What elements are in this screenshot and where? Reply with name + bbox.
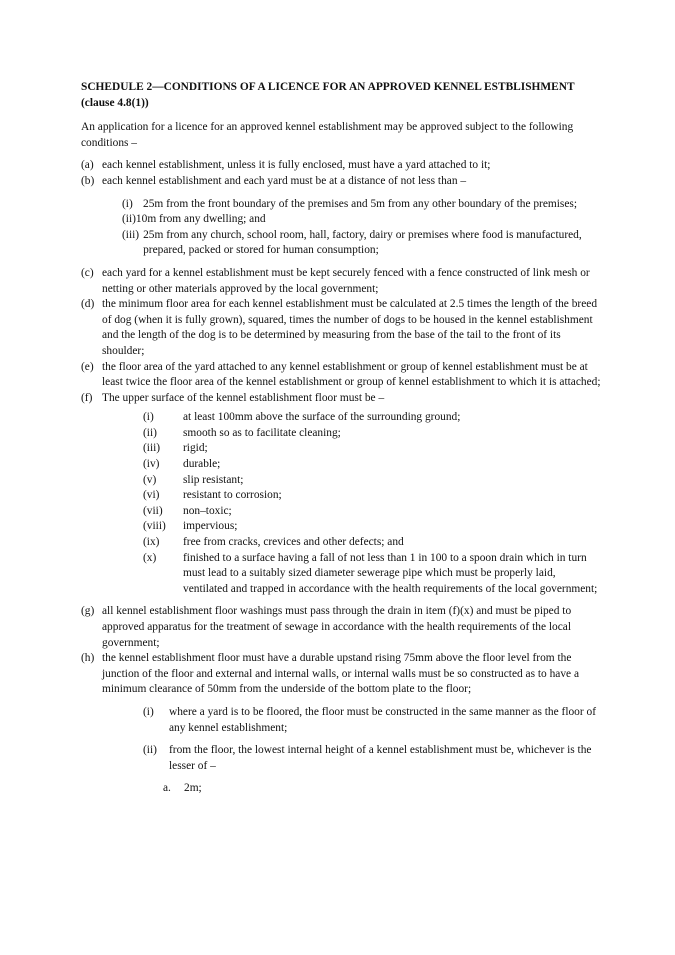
- item-text: 2m;: [184, 782, 202, 795]
- list-item: [143, 551, 601, 598]
- item-marker: (ii): [143, 744, 157, 757]
- item-marker: (vii): [143, 504, 163, 517]
- condition-b: [81, 174, 601, 190]
- condition-marker: (e): [81, 360, 94, 373]
- condition-marker: (h): [81, 652, 95, 665]
- list-item: [163, 781, 601, 797]
- item-text: from the floor, the lowest internal height of a kennel establishment must be, whichever is the lesser of –: [169, 744, 592, 772]
- list-item: [143, 488, 601, 504]
- document-page: [81, 80, 601, 797]
- condition-d: [81, 297, 601, 359]
- condition-text: the kennel establishment floor must have a durable upstand rising 75mm above the floor level from the junction of the floor and external and internal walls, or internal walls must be so constructed as to have a minimum clearance of 50mm from the underside of the bottom plate to the floor;: [102, 652, 579, 696]
- item-text: at least 100mm above the surface of the surrounding ground;: [183, 411, 461, 424]
- list-item: [143, 535, 601, 551]
- list-item: [143, 457, 601, 473]
- item-text: 25m from any church, school room, hall, factory, dairy or premises where food is manufactured, prepared, packed or stored for human consumption;: [143, 228, 582, 257]
- list-item: [143, 441, 601, 457]
- item-marker: (x): [143, 551, 157, 564]
- item-text: smooth so as to facilitate cleaning;: [183, 426, 341, 439]
- list-item: [143, 743, 601, 774]
- item-text: slip resistant;: [183, 473, 244, 486]
- item-marker: (iv): [143, 458, 160, 471]
- intro-paragraph: An application for a licence for an approved kennel establishment may be approved subject to the following conditions –: [81, 121, 574, 149]
- item-text: 25m from the front boundary of the premises and 5m from any other boundary of the premises;: [143, 197, 578, 210]
- schedule-heading: SCHEDULE 2—CONDITIONS OF A LICENCE FOR AN APPROVED KENNEL ESTBLISHMENT (clause 4.8(1)): [81, 81, 575, 109]
- list-item: [122, 212, 601, 228]
- condition-text: all kennel establishment floor washings must pass through the drain in item (f)(x) and must be piped to approved apparatus for the treatment of sewage in accordance with the health requirements of the local government;: [102, 605, 572, 649]
- list-item: [143, 426, 601, 442]
- condition-h-sub-sublist: [163, 781, 601, 797]
- condition-h-sublist: [143, 705, 601, 774]
- condition-g: [81, 604, 601, 651]
- list-item: [143, 410, 601, 426]
- condition-text: The upper surface of the kennel establishment floor must be –: [102, 391, 385, 404]
- item-text: non–toxic;: [183, 504, 232, 517]
- item-marker: (ii): [143, 426, 157, 439]
- item-text: resistant to corrosion;: [183, 489, 282, 502]
- condition-text: each kennel establishment and each yard must be at a distance of not less than –: [102, 174, 467, 187]
- item-marker: (v): [143, 473, 157, 486]
- condition-text: each kennel establishment, unless it is fully enclosed, must have a yard attached to it;: [102, 159, 491, 172]
- condition-f-sublist: [143, 410, 601, 597]
- list-item: [122, 197, 601, 213]
- condition-a: [81, 158, 601, 174]
- list-item: [143, 473, 601, 489]
- item-marker: (ii): [122, 213, 136, 226]
- item-marker: (ix): [143, 536, 160, 549]
- item-text: durable;: [183, 458, 221, 471]
- item-marker: (iii): [143, 442, 161, 455]
- condition-marker: (d): [81, 298, 95, 311]
- list-item: [143, 519, 601, 535]
- item-marker: (vi): [143, 489, 160, 502]
- item-marker: (i): [143, 411, 154, 424]
- item-marker: (i): [122, 197, 133, 210]
- condition-text: the floor area of the yard attached to any kennel establishment or group of kennel establishment must be at least twice the floor area of the kennel establishment or group of kennel establishment to which it is attached;: [102, 360, 601, 389]
- condition-b-sublist: [122, 197, 601, 259]
- condition-marker: (f): [81, 391, 93, 404]
- list-item: [143, 705, 601, 736]
- list-item: [122, 228, 601, 259]
- condition-f: [81, 391, 601, 407]
- condition-text: the minimum floor area for each kennel establishment must be calculated at 2.5 times the length of the breed of dog (when it is fully grown), squared, times the number of dogs to be housed in the kennel establishment and the length of the dog is to be determined by measuring from the base of the tail to the front of its shoulder;: [102, 298, 598, 357]
- condition-e: [81, 360, 601, 391]
- condition-marker: (g): [81, 605, 95, 618]
- condition-marker: (a): [81, 159, 94, 172]
- item-text: finished to a surface having a fall of not less than 1 in 100 to a spoon drain which in turn must lead to a suitably sized diameter sewerage pipe which must be properly laid, ventilated and trapped in accordance with the health requirements of the local government;: [183, 551, 598, 595]
- item-marker: (i): [143, 705, 154, 718]
- condition-h: [81, 651, 601, 698]
- item-marker: (iii): [122, 228, 140, 241]
- list-item: [143, 504, 601, 520]
- condition-c: [81, 266, 601, 297]
- condition-text: each yard for a kennel establishment must be kept securely fenced with a fence constructed of link mesh or netting or other materials approved by the local government;: [102, 266, 590, 295]
- item-text: where a yard is to be floored, the floor must be constructed in the same manner as the floor of any kennel establishment;: [169, 705, 597, 734]
- item-text: free from cracks, crevices and other defects; and: [183, 536, 404, 549]
- condition-marker: (c): [81, 266, 94, 279]
- item-text: impervious;: [183, 520, 238, 533]
- item-text: 10m from any dwelling; and: [135, 213, 266, 226]
- item-marker: a.: [163, 782, 171, 795]
- item-marker: (viii): [143, 520, 166, 533]
- condition-marker: (b): [81, 174, 95, 187]
- item-text: rigid;: [183, 442, 208, 455]
